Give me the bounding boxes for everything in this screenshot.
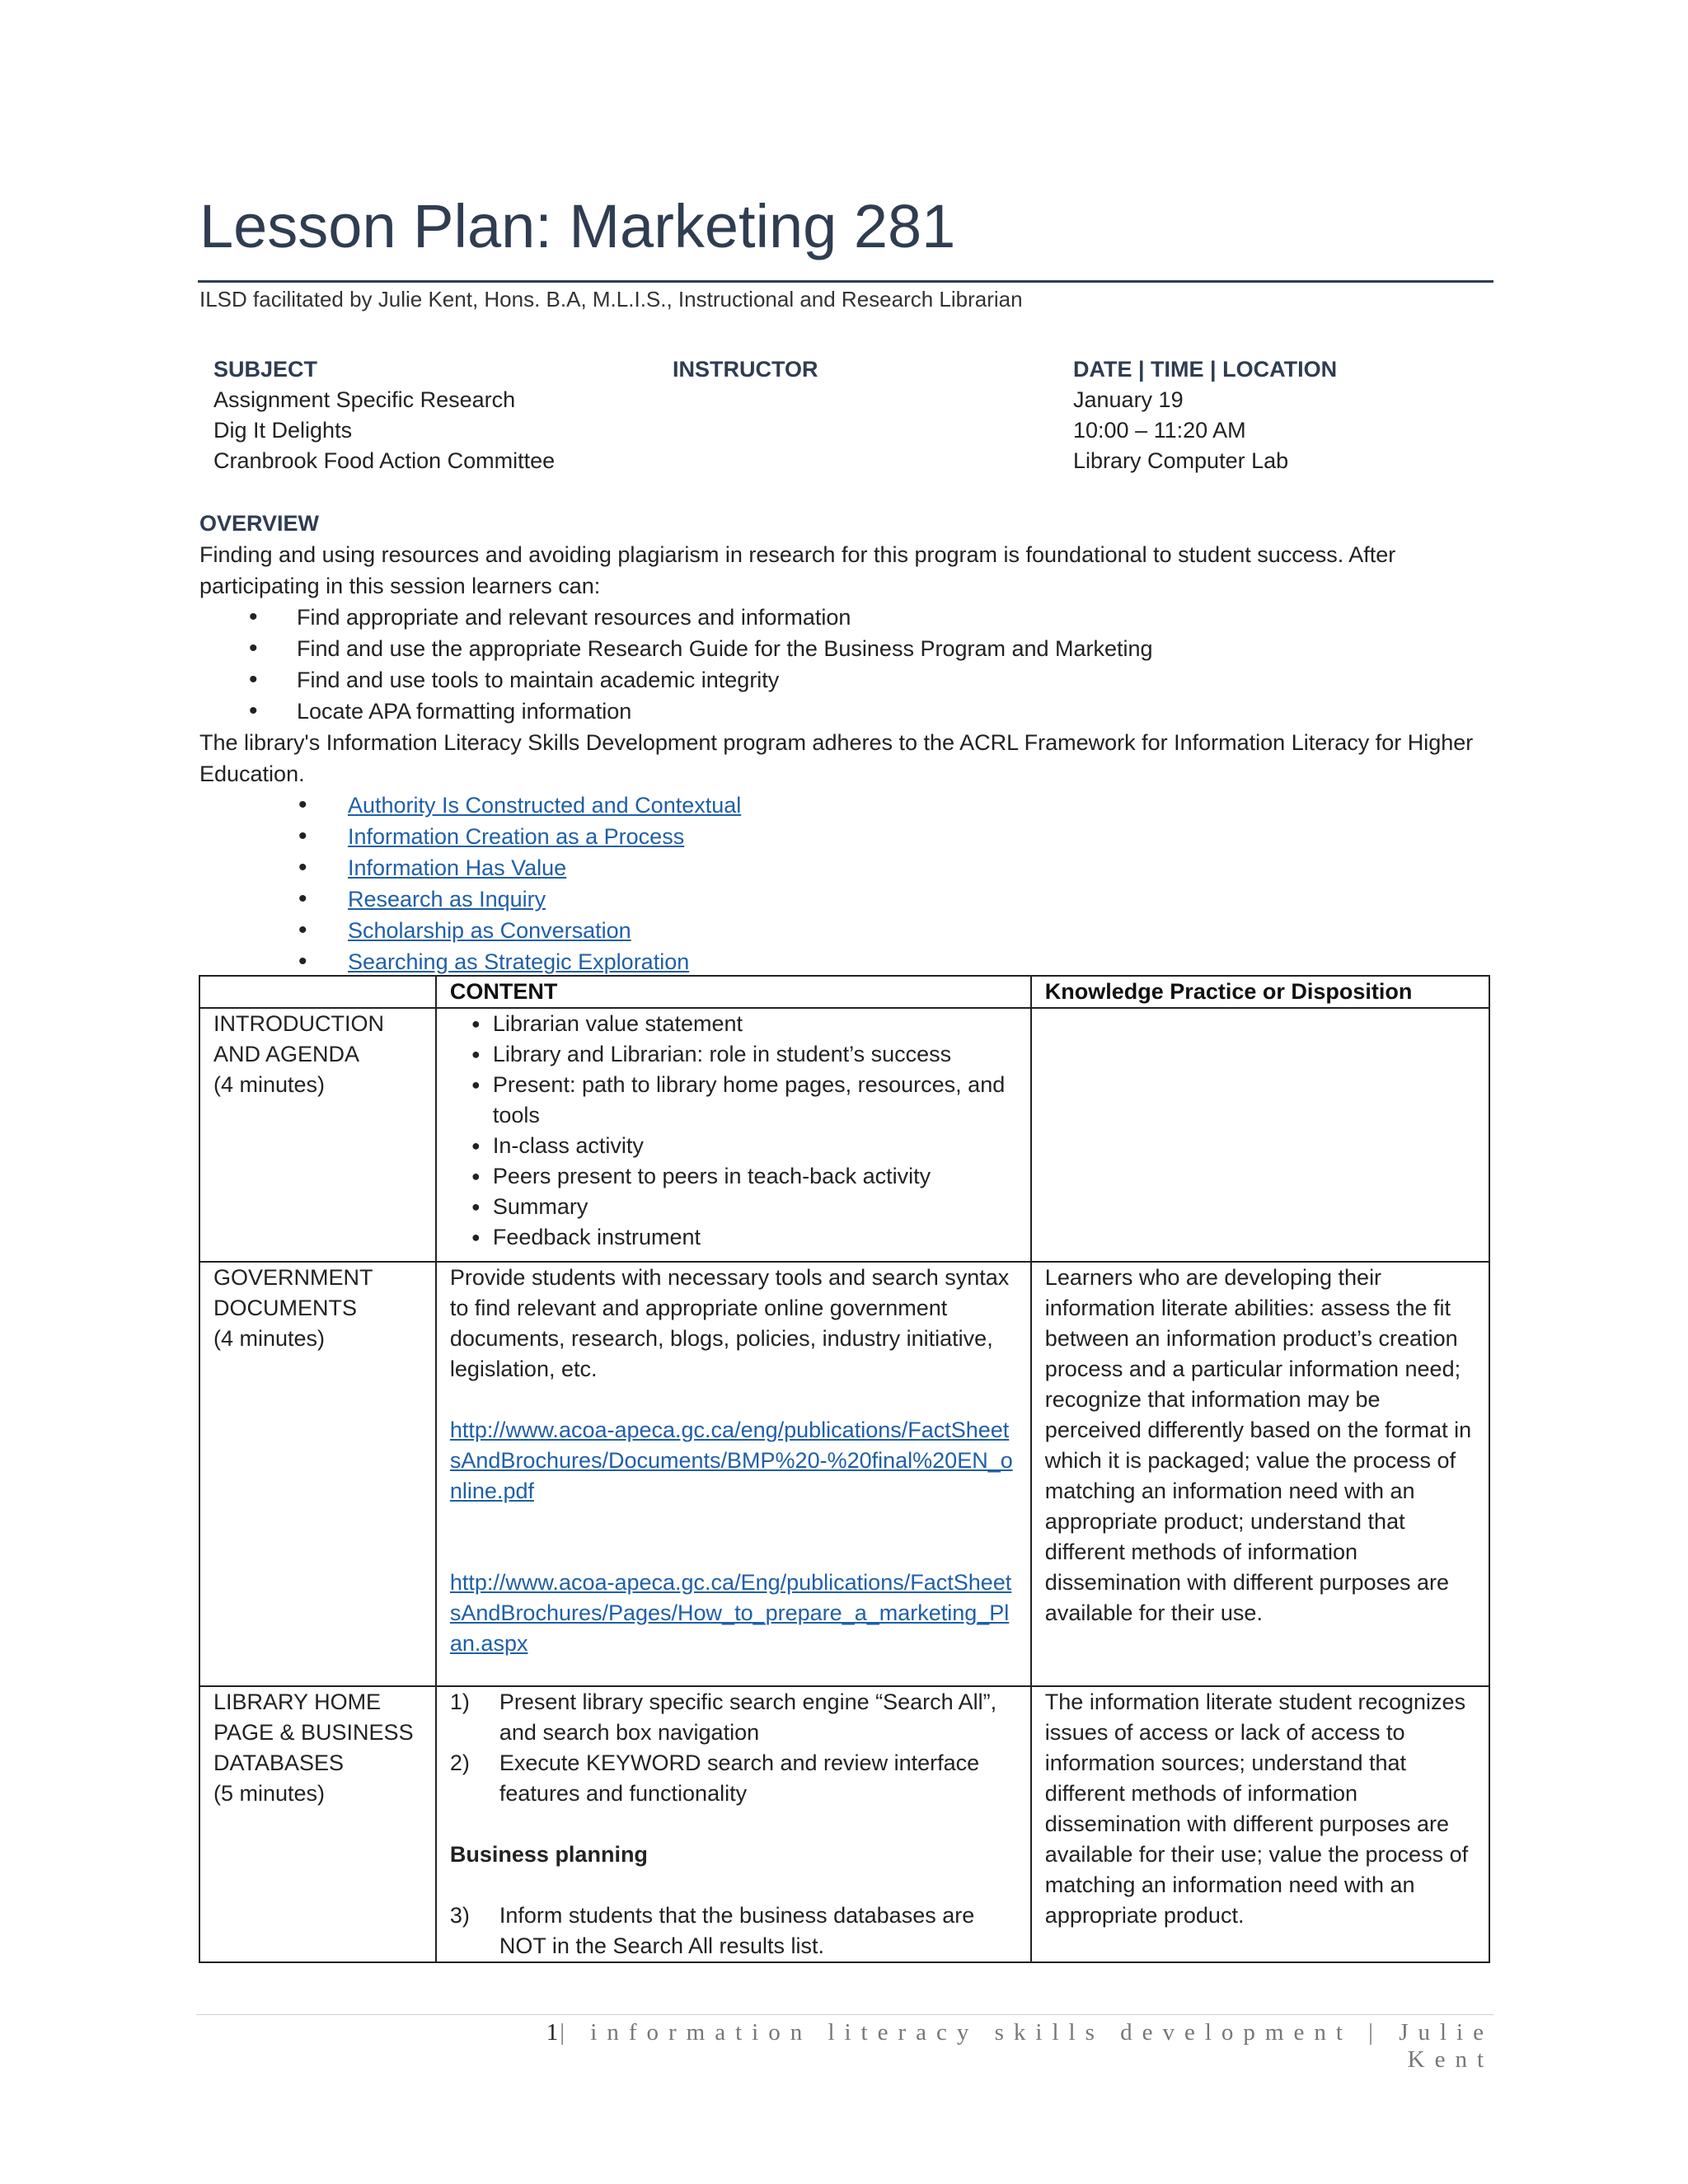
instructor-block (673, 354, 818, 385)
agenda-item: ● Summary (450, 1192, 1017, 1222)
step-item (450, 1900, 1017, 1961)
row-label-line: PAGE & BUSINESS (213, 1720, 414, 1745)
step-text: Inform students that the business databases are NOT in the Search All results list. (499, 1903, 975, 1958)
overview-intro: Finding and using resources and avoiding plagiarism in research for this program is foundational to student success. After participating in this session learners can: (199, 542, 1396, 598)
row-knowledge-introduction (1031, 1008, 1489, 1262)
frame-link-searching-exploration[interactable]: Searching as Strategic Exploration (348, 949, 690, 974)
frame-item (199, 852, 1493, 883)
step-text: Present library specific search engine “Search All”, and search box navigation (499, 1690, 997, 1745)
table-row (199, 1008, 1489, 1262)
business-planning-subheading: Business planning (449, 1842, 648, 1867)
page-number: 1 (546, 2019, 560, 2046)
step-number: 1) (449, 1690, 470, 1714)
date-line: January 19 (1073, 387, 1184, 412)
agenda-item: ● Present: path to library home pages, resources, and tools (450, 1070, 1017, 1131)
subject-line: Cranbrook Food Action Committee (213, 448, 556, 473)
table-row (199, 1686, 1489, 1962)
frame-link-research-inquiry[interactable]: Research as Inquiry (348, 887, 546, 912)
frame-link-information-value[interactable]: Information Has Value (348, 855, 567, 880)
acrl-frames-list (199, 790, 1493, 977)
acoa-pdf-link[interactable]: http://www.acoa-apeca.gc.ca/eng/publications/FactSheetsAndBrochures/Documents/BMP%20-%20final%20EN_online.pdf (449, 1418, 1013, 1503)
subject-header: SUBJECT (213, 357, 318, 382)
agenda-item: ● Library and Librarian: role in student’s success (450, 1039, 1017, 1070)
frame-item (199, 821, 1493, 852)
row-knowledge-library: The information literate student recognizes issues of access or lack of access to information sources; understand that different methods of information dissemination with different purposes are available for their use; value the process of matching an information need with an appropriate product. (1031, 1686, 1489, 1962)
step-text: Execute KEYWORD search and review interface features and functionality (499, 1750, 980, 1806)
row-label-line: AND AGENDA (213, 1042, 360, 1066)
location-line: Library Computer Lab (1073, 448, 1289, 473)
footer-text: | information literacy skills development | Julie Kent (560, 2019, 1493, 2073)
page-title: Lesson Plan: Marketing 281 (199, 192, 956, 260)
date-block (1073, 354, 1337, 476)
row-label-line: DOCUMENTS (213, 1296, 357, 1320)
government-description: Provide students with necessary tools and search syntax to find relevant and appropriate online government documents, research, blogs, policies, industry initiative, legislation, etc. (449, 1265, 1010, 1381)
lesson-plan-table (199, 975, 1490, 1963)
table-row (199, 1262, 1489, 1686)
row-label-duration: (4 minutes) (213, 1072, 326, 1097)
subject-line: Assignment Specific Research (213, 387, 516, 412)
library-steps-list-2 (450, 1900, 1017, 1961)
overview-header: OVERVIEW (199, 511, 320, 536)
row-knowledge-government: Learners who are developing their information literate abilities: assess the fit between an information product’s creation process and a particular information need; recognize that information may be perceived differently based on the format in which it is packaged; value the process of matching an information need with an appropriate product; understand that different methods of information dissemination with different purposes are available for their use. (1031, 1262, 1489, 1686)
table-header-row (199, 976, 1489, 1008)
row-label-government (199, 1262, 436, 1686)
subject-line: Dig It Delights (213, 418, 353, 443)
overview-section (199, 508, 1493, 977)
page-footer (528, 2019, 1493, 2074)
acoa-marketing-plan-link[interactable]: http://www.acoa-apeca.gc.ca/Eng/publications/FactSheetsAndBrochures/Pages/How_to_prepare_a_marketing_Plan.aspx (449, 1570, 1012, 1656)
row-label-line: INTRODUCTION (213, 1011, 384, 1036)
agenda-list (450, 1009, 1017, 1253)
row-label-line: GOVERNMENT (213, 1265, 373, 1290)
step-number: 3) (449, 1903, 470, 1928)
header-cell-content: CONTENT (436, 976, 1031, 1008)
framework-statement: The library's Information Literacy Skills Development program adheres to the ACRL Framework for Information Literacy for Higher Education. (199, 730, 1474, 786)
row-label-line: LIBRARY HOME (213, 1690, 382, 1714)
row-label-duration: (4 minutes) (213, 1326, 326, 1351)
time-line: 10:00 – 11:20 AM (1073, 418, 1246, 443)
row-content-government (436, 1262, 1031, 1686)
step-item (450, 1687, 1017, 1748)
date-time-location-header: DATE | TIME | LOCATION (1073, 357, 1338, 382)
row-label-line: DATABASES (213, 1750, 345, 1775)
subject-block (213, 354, 555, 476)
instructor-header: INSTRUCTOR (673, 357, 818, 382)
row-label-duration: (5 minutes) (213, 1781, 326, 1806)
library-steps-list (450, 1687, 1017, 1809)
frame-link-scholarship-conversation[interactable]: Scholarship as Conversation (348, 918, 631, 943)
agenda-item: ● Peers present to peers in teach-back activity (450, 1161, 1017, 1192)
row-content-library (436, 1686, 1031, 1962)
agenda-item: ● Feedback instrument (450, 1222, 1017, 1253)
frame-link-information-creation[interactable]: Information Creation as a Process (348, 824, 685, 849)
frame-item (199, 946, 1493, 977)
frame-item (199, 790, 1493, 821)
step-item (450, 1748, 1017, 1809)
objective-item: • Find and use the appropriate Research Guide for the Business Program and Marketing (199, 633, 1493, 664)
objective-item: • Find appropriate and relevant resources and information (199, 602, 1493, 633)
objective-item: • Locate APA formatting information (199, 696, 1493, 727)
objectives-list (199, 602, 1493, 727)
frame-item (199, 915, 1493, 946)
step-number: 2) (449, 1750, 470, 1775)
row-content-introduction (436, 1008, 1031, 1262)
agenda-item: ● In-class activity (450, 1131, 1017, 1161)
objective-item: • Find and use tools to maintain academic integrity (199, 664, 1493, 696)
facilitator-line: ILSD facilitated by Julie Kent, Hons. B.A, M.L.I.S., Instructional and Research Librarian (199, 287, 1023, 312)
row-label-introduction (199, 1008, 436, 1262)
title-underline (198, 280, 1493, 283)
footer-divider (196, 2014, 1493, 2015)
header-cell-knowledge: Knowledge Practice or Disposition (1031, 976, 1489, 1008)
frame-item (199, 883, 1493, 915)
row-label-library (199, 1686, 436, 1962)
agenda-item: ● Librarian value statement (450, 1009, 1017, 1039)
frame-link-authority[interactable]: Authority Is Constructed and Contextual (348, 793, 742, 818)
header-cell-topic (199, 976, 436, 1008)
